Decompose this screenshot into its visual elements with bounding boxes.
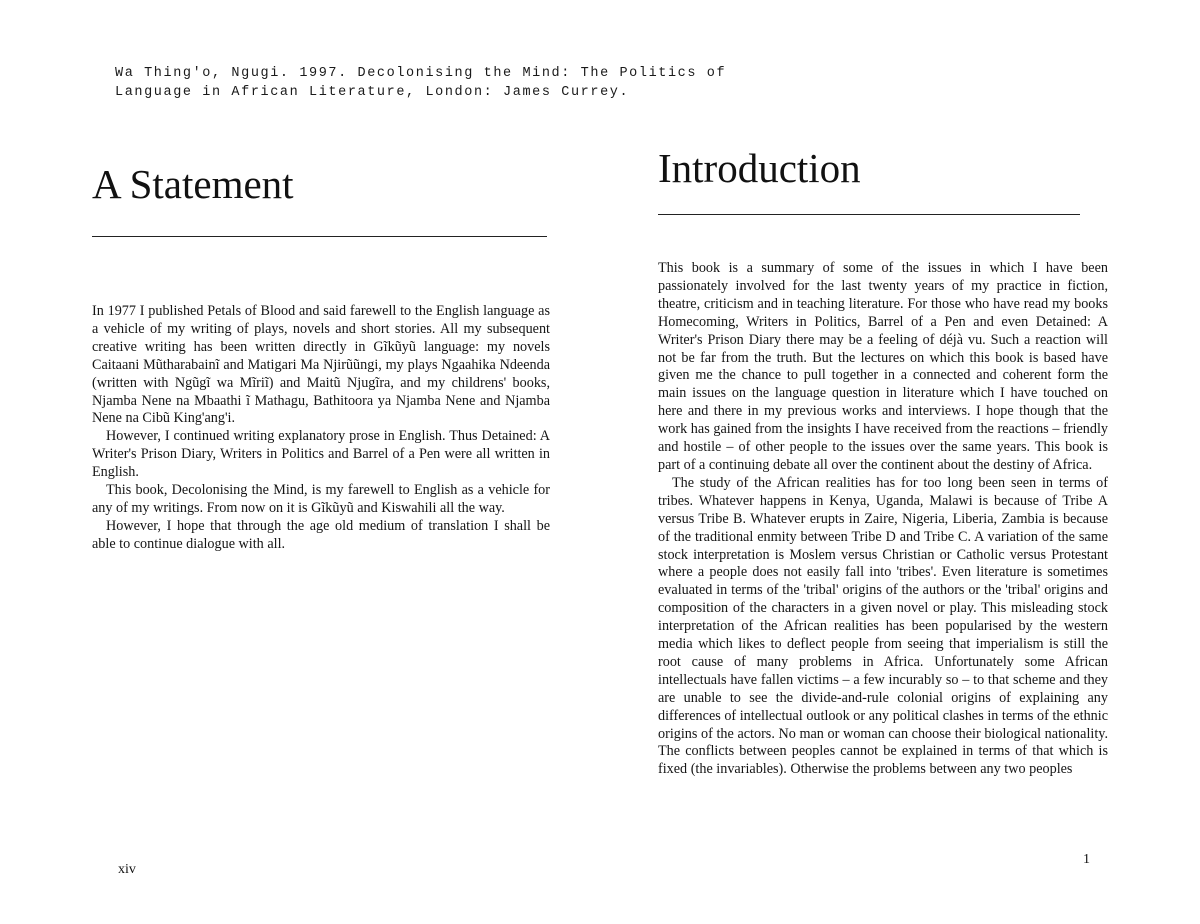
right-page [658,145,1110,779]
left-page-title: A Statement [92,161,294,207]
left-page [92,150,552,554]
citation-line-1: Wa Thing'o, Ngugi. 1997. Decolonising the Mind: The Politics of [115,66,727,81]
right-paragraph-1: This book is a summary of some of the issues in which I have been passionately involved for the last twenty years of my practice in fiction, theatre, criticism and in teaching literature. For those who have read my books Homecoming, Writers in Politics, Barrel of a Pen and even Detained: A Writer's Prison Diary there may be a feeling of déjà vu. Such a reaction will not be far from the truth. But the lectures on which this book is based have given me the chance to pull together in a connected and coherent form the main issues on the language question in literature which I have touched on here and there in my previous works and interviews. I hope though that the work has gained from the insights I have received from the reactions – friendly and hostile – of other people to the issues over the same years. This book is part of a continuing debate all over the continent about the destiny of Africa. [658,260,1108,473]
left-title-rule [92,236,547,237]
right-page-number: 1 [1083,852,1090,867]
left-page-body [92,303,550,554]
left-paragraph-1: In 1977 I published Petals of Blood and said farewell to the English language as a vehicle of my writing of plays, novels and short stories. All my subsequent creative writing has been written directly in Gĩkũyũ language: my novels Caitaani Mũtharabainĩ and Matigari Ma Njirũũngi, my plays Ngaahika Ndeenda (written with Ngũgĩ wa Mĩriĩ) and Maitũ Njugĩra, and my childrens' books, Njamba Nene na Mbaathi ĩ Mathagu, Bathitoora ya Njamba Nene and Njamba Nene na Cibũ King'ang'i. [92,303,550,427]
left-paragraph-4: However, I hope that through the age old medium of translation I shall be able to continue dialogue with all. [92,517,550,552]
right-paragraph-2: The study of the African realities has for too long been seen in terms of tribes. Whatever happens in Kenya, Uganda, Malawi is because of Tribe A versus Tribe B. Whatever erupts in Zaire, Nigeria, Liberia, Zambia is because of the traditional enmity between Tribe D and Tribe C. A variation of the same stock interpretation is Moslem versus Christian or Catholic versus Protestant where a people does not easily fall into 'tribes'. Even literature is sometimes evaluated in terms of the 'tribal' origins of the authors or the 'tribal' origins and composition of the characters in a given novel or play. This misleading stock interpretation of the African realities has been popularised by the western media which likes to deflect people from seeing that imperialism is still the root cause of many problems in Africa. Unfortunately some African intellectuals have fallen victims – a few incurably so – to that scheme and they are unable to see the divide-and-rule colonial origins of explaining any differences of intellectual outlook or any political clashes in terms of the ethnic origins of the actors. No man or woman can choose their biological nationality. The conflicts between peoples cannot be explained in terms of that which is fixed (the invariables). Otherwise the problems between any two peoples [658,474,1108,778]
left-page-number: xiv [118,862,136,877]
right-title-rule [658,214,1080,215]
right-page-body [658,260,1108,779]
citation-header [115,64,835,102]
right-page-title: Introduction [658,145,861,191]
citation-line-2: Language in African Literature, London: James Currey. [115,85,630,100]
left-paragraph-3: This book, Decolonising the Mind, is my farewell to English as a vehicle for any of my writings. From now on it is Gĩkũyũ and Kiswahili all the way. [92,482,550,516]
left-paragraph-2: However, I continued writing explanatory prose in English. Thus Detained: A Writer's Prison Diary, Writers in Politics and Barrel of a Pen were all written in English. [92,428,550,481]
